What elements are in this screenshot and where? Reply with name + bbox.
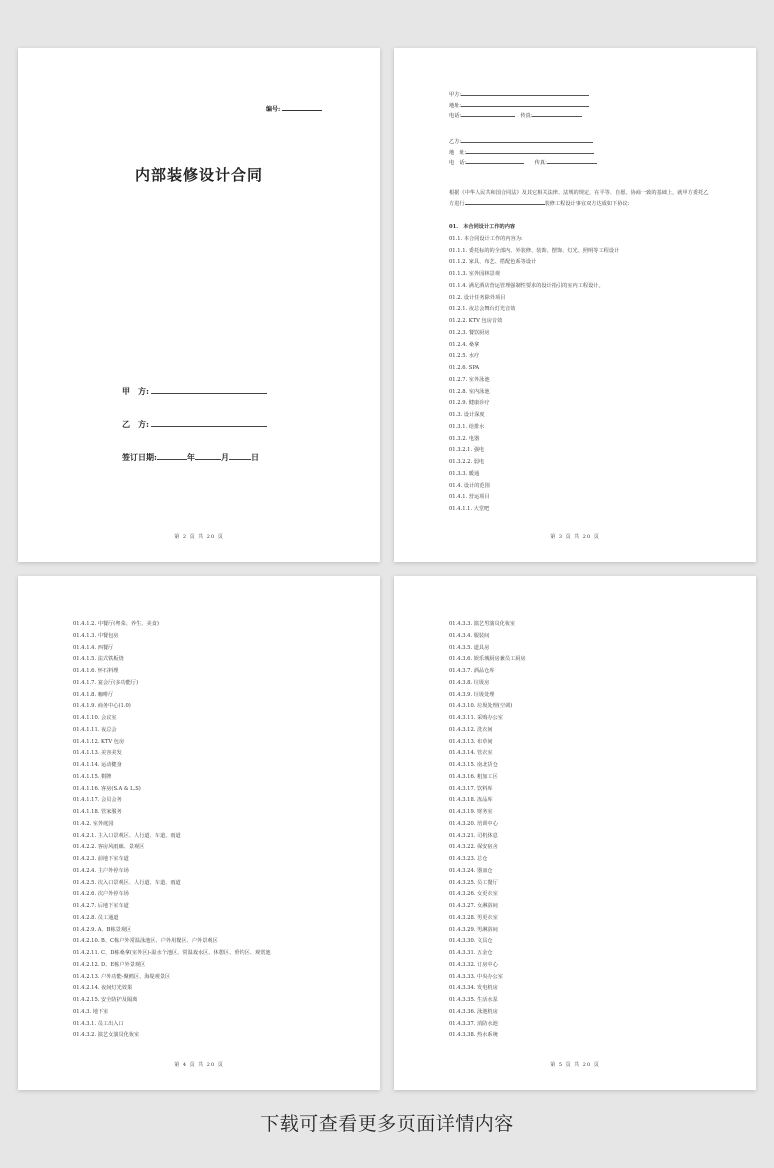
clause-line: 01.4.2.12. D、E栋户外景观区: [73, 961, 146, 968]
clause-line: 01.4.3.6. 娱乐城厨房兼员工厨房: [449, 656, 526, 663]
clause-line: 01.4.3.19. 财务室: [449, 809, 493, 815]
clause-line: 01.4.1.3. 中餐包房: [73, 632, 119, 639]
clause-line: 01.4.2.6. 次户外停车场: [73, 891, 129, 898]
clause-line: 01.1.1. 委托标的的全部内、外装修、装饰、摆饰、灯光、照明等工程设计: [449, 247, 620, 254]
clause-line: 01.4.3.28. 男更衣室: [449, 914, 498, 921]
contract-number-field: [266, 104, 322, 113]
clause-line: 01.3.1. 给排水: [449, 423, 485, 430]
party-a-address-line: [449, 101, 589, 112]
clause-line: 01.4.1.5. 法式铁板烧: [73, 656, 124, 663]
clause-line: 01.4.3.11. 采购办公室: [449, 715, 503, 721]
clause-line: 01.4.2.15. 安全防护及隔离: [73, 997, 138, 1003]
party-b-label: 乙 方:: [122, 419, 149, 429]
party-a-fax-label: 传真:: [520, 113, 533, 119]
party-b-name-line: [449, 137, 597, 148]
party-b-name-label: 乙方:: [449, 139, 462, 145]
party-a-label: 甲 方:: [122, 386, 149, 396]
clause-line: 01.1.2. 家具、布艺、搭配色系等设计: [449, 259, 537, 266]
clause-line: 01.4.3.12. 洗衣间: [449, 726, 493, 733]
clause-line: 01.4.1.6. 怀石料理: [73, 668, 119, 674]
clause-line: 01.2.7. 室外泳池: [449, 376, 490, 383]
clause-line: 01.4. 设计的范围: [449, 482, 490, 489]
year-label: 年: [186, 452, 195, 462]
clause-line: 01.4.1.9. 商务中心(1.0): [73, 703, 131, 710]
clause-line: 01.4.2.7. 后地下室车道: [73, 903, 129, 909]
clause-line: 01.4.3.37. 消防水池: [449, 1020, 498, 1027]
party-b-info: [449, 137, 597, 169]
party-b-phone-line: [449, 158, 597, 169]
clause-line: 01.4.3.25. 员工餐厅: [449, 879, 498, 886]
clause-line: 01.4.3.4. 服装间: [449, 632, 490, 639]
contract-number-blank: [282, 105, 322, 111]
clause-line: 01.3.3. 暖通: [449, 470, 480, 477]
clause-line: 01.4.2.13. 户外功能-聚鸥区、海堤观景区: [73, 973, 171, 980]
clause-line: 01.4.2. 室外庭园: [73, 820, 114, 827]
clause-line: 01.4.1. 营运项目: [449, 494, 490, 501]
clause-line: 01. 本合同设计工作的内容: [449, 224, 516, 230]
clause-line: 01.3.2. 电器: [449, 435, 480, 442]
clause-line: 01.4.3.29. 男淋浴间: [449, 926, 498, 933]
clause-line: 01.4.3.3. 演艺男演员化妆室: [449, 621, 516, 627]
clause-line: 01.4.3.7. 酒品仓库: [449, 668, 495, 674]
page-footer: 第 3 页 共 20 页: [550, 534, 600, 540]
clause-line: 01.4.3.8. 垃圾房: [449, 679, 490, 686]
clause-line: 01.4.1.16. 客房(S.A & L.S): [73, 785, 141, 792]
party-a-phone-line: [449, 111, 589, 122]
party-a-name-label: 甲方:: [449, 92, 462, 98]
year-blank: [157, 452, 187, 460]
clause-line: 01.2.1. 夜总会舞台灯光音效: [449, 306, 516, 313]
clause-line: 01.4.2.8. 员工通道: [73, 914, 119, 921]
clause-line: 01.4.3.16. 粗加工区: [449, 773, 498, 780]
clause-line: 01.4.3.30. 文具仓: [449, 938, 493, 945]
contract-intro-paragraph: [449, 188, 709, 210]
blank-line: [466, 159, 524, 164]
page-footer: 第 5 页 共 20 页: [550, 1062, 600, 1068]
cover-party-a: [122, 386, 267, 397]
clause-line: 01.4.1.11. 夜总会: [73, 726, 117, 733]
page-footer: 第 4 页 共 20 页: [174, 1062, 224, 1068]
blank-line: [461, 112, 515, 117]
blank-line: [466, 149, 594, 154]
blank-line: [461, 91, 589, 96]
project-blank: [465, 200, 545, 205]
party-a-blank: [151, 386, 267, 394]
clause-line: 01.4.1.15. 棋牌: [73, 773, 112, 780]
clause-line: 01.4.3.34. 发电机房: [449, 985, 498, 992]
clause-line: 01.4.1.7. 宴会厅(多功能厅): [73, 679, 139, 686]
clause-line: 01.2.4. 桑拿: [449, 341, 480, 348]
clause-line: 01.4.3.21. 司机休息: [449, 832, 498, 839]
clause-line: 01.4.3.38. 热水系统: [449, 1032, 498, 1039]
contract-page-4: [394, 576, 756, 1090]
clause-line: 01.1.3. 室外园林景观: [449, 271, 500, 277]
clause-line: 01.4.1.10. 会议室: [73, 715, 117, 721]
clause-line: 01.4.3.5. 道具房: [449, 644, 490, 651]
contract-number-label: 编号:: [266, 106, 281, 113]
clause-line: 01.1. 本合同设计工作的内容为:: [449, 235, 523, 242]
document-title: 内部装修设计合同: [134, 166, 263, 184]
contract-page-cover: [18, 48, 380, 562]
clause-line: 01.4.3.24. 器皿仓: [449, 867, 493, 874]
clause-line: 01.4.2.11. C、D栋桑拿(室外区)-温水个池区、常温戏水区、休憩区、垂钓区、观赏池: [73, 950, 271, 956]
clause-list: [449, 222, 619, 516]
clause-line: 01.4.3.20. 培训中心: [449, 820, 498, 827]
clause-list: [449, 619, 526, 1042]
party-b-address-line: [449, 148, 597, 159]
clause-line: 01.4.1.8. 咖啡厅: [73, 691, 114, 698]
clause-line: 01.4.2.10. B、C栋户外常温泳池区、户外用餐区、户外景观区: [73, 938, 218, 945]
clause-line: 01.4.2.4. 主户外停车场: [73, 867, 129, 874]
clause-list: [73, 619, 271, 1042]
clause-line: 01.4.2.3. 前地下室车道: [73, 856, 129, 862]
party-a-name-line: [449, 90, 589, 101]
clause-line: 01.4.2.14. 夜间灯光效果: [73, 985, 133, 992]
clause-line: 01.4.1.2. 中餐厅(粤菜、养生、美食): [73, 621, 159, 627]
clause-line: 01.4.3.13. 布草间: [449, 738, 493, 745]
party-a-info: [449, 90, 589, 122]
clause-line: 01.4.3.14. 管衣室: [449, 750, 493, 757]
clause-line: 01.4.3.35. 生活水泵: [449, 997, 498, 1003]
blank-line: [532, 112, 582, 117]
clause-line: 01.4.2.5. 次入口景观区、人行道、车道、雨道: [73, 879, 181, 886]
party-a-address-label: 地址:: [449, 102, 462, 109]
clause-line: 01.4.1.1. 大堂吧: [449, 506, 490, 512]
clause-line: 01.4.3.2. 演艺女演员化妆室: [73, 1032, 140, 1039]
clause-line: 01.4.3.10. 垃圾处理(空调): [449, 703, 513, 710]
intro-text-end: 装修工程设计事宜双方达成如下协议:: [544, 201, 630, 207]
month-blank: [195, 452, 221, 460]
clause-line: 01.4.3.22. 保安宿舍: [449, 844, 498, 851]
day-label: 日: [250, 452, 259, 462]
clause-line: 01.4.3.1. 员工出入口: [73, 1020, 124, 1027]
clause-line: 01.4.2.9. A、B栋景观区: [73, 926, 132, 933]
party-b-blank: [151, 419, 267, 427]
clause-line: 01.4.1.4. 西餐厅: [73, 644, 114, 651]
clause-line: 01.2.5. 水疗: [449, 353, 480, 360]
party-b-fax-label: 传真:: [534, 160, 547, 166]
clause-line: 01.4.3.32. 订房中心: [449, 961, 498, 968]
clause-line: 01.4.3.17. 饮料库: [449, 785, 493, 792]
clause-line: 01.3.2.2. 弱电: [449, 459, 485, 465]
clause-line: 01.3. 设计深度: [449, 412, 485, 418]
party-a-phone-label: 电话:: [449, 113, 462, 119]
day-blank: [229, 452, 251, 460]
clause-line: 01.4.1.14. 运动健身: [73, 762, 122, 768]
clause-line: 01.4.3.9. 垃圾处理: [449, 691, 495, 698]
sign-date-field: [122, 452, 259, 463]
clause-line: 01.4.3. 地下室: [73, 1008, 109, 1015]
month-label: 月: [220, 452, 229, 462]
clause-line: 01.4.3.15. 南北货仓: [449, 762, 498, 768]
clause-line: 01.1.4. 满足酒店营运管理强制性要求的设计指引的室内工程设计。: [449, 282, 604, 289]
blank-line: [461, 102, 589, 107]
clause-line: 01.3.2.1. 强电: [449, 447, 485, 454]
clause-line: 01.4.3.31. 五金仓: [449, 950, 493, 956]
clause-line: 01.4.1.17. 会员会务: [73, 797, 122, 804]
contract-page-2: [394, 48, 756, 562]
clause-line: 01.4.1.12. KTV 包房: [73, 738, 125, 745]
party-b-phone-label: 电 话:: [449, 160, 467, 166]
clause-line: 01.4.3.26. 女更衣室: [449, 891, 498, 898]
clause-line: 01.2. 设计任务除外项目: [449, 294, 506, 301]
clause-line: 01.4.2.1. 主入口景观区、人行道、车道、雨道: [73, 832, 181, 839]
clause-line: 01.4.3.36. 泳池机房: [449, 1008, 498, 1015]
blank-line: [547, 159, 597, 164]
intro-text-start: 根据《中华人民共和国合同法》及其它相关法律、法规的规定，在平等、自愿、协商一致的基础上，就甲方委托乙方进行: [449, 190, 709, 207]
clause-line: 01.4.1.13. 美容美发: [73, 750, 122, 757]
clause-line: 01.4.3.27. 女淋浴间: [449, 903, 498, 909]
clause-line: 01.2.2. KTV 包房音效: [449, 318, 503, 324]
cover-party-b: [122, 419, 267, 430]
page-footer: 第 2 页 共 20 页: [174, 534, 224, 540]
clause-line: 01.2.9. 健康诊疗: [449, 400, 490, 407]
clause-line: 01.2.8. 室内泳池: [449, 388, 490, 395]
clause-line: 01.2.6. SPA: [449, 365, 480, 371]
contract-page-3: [18, 576, 380, 1090]
clause-line: 01.4.3.33. 中央办公室: [449, 973, 503, 980]
clause-line: 01.4.3.23. 总仓: [449, 856, 488, 862]
sign-date-label: 签订日期:: [122, 452, 157, 462]
download-caption: 下载可查看更多页面详情内容: [260, 1113, 514, 1135]
clause-line: 01.4.2.2. 客房风雨廊、景观区: [73, 844, 145, 851]
clause-line: 01.4.1.18. 管家服务: [73, 809, 122, 815]
clause-line: 01.2.3. 餐饮厨房: [449, 329, 490, 336]
clause-line: 01.4.3.18. 冻品库: [449, 797, 493, 804]
blank-line: [461, 138, 593, 143]
party-b-address-label: 地 址:: [449, 149, 467, 156]
